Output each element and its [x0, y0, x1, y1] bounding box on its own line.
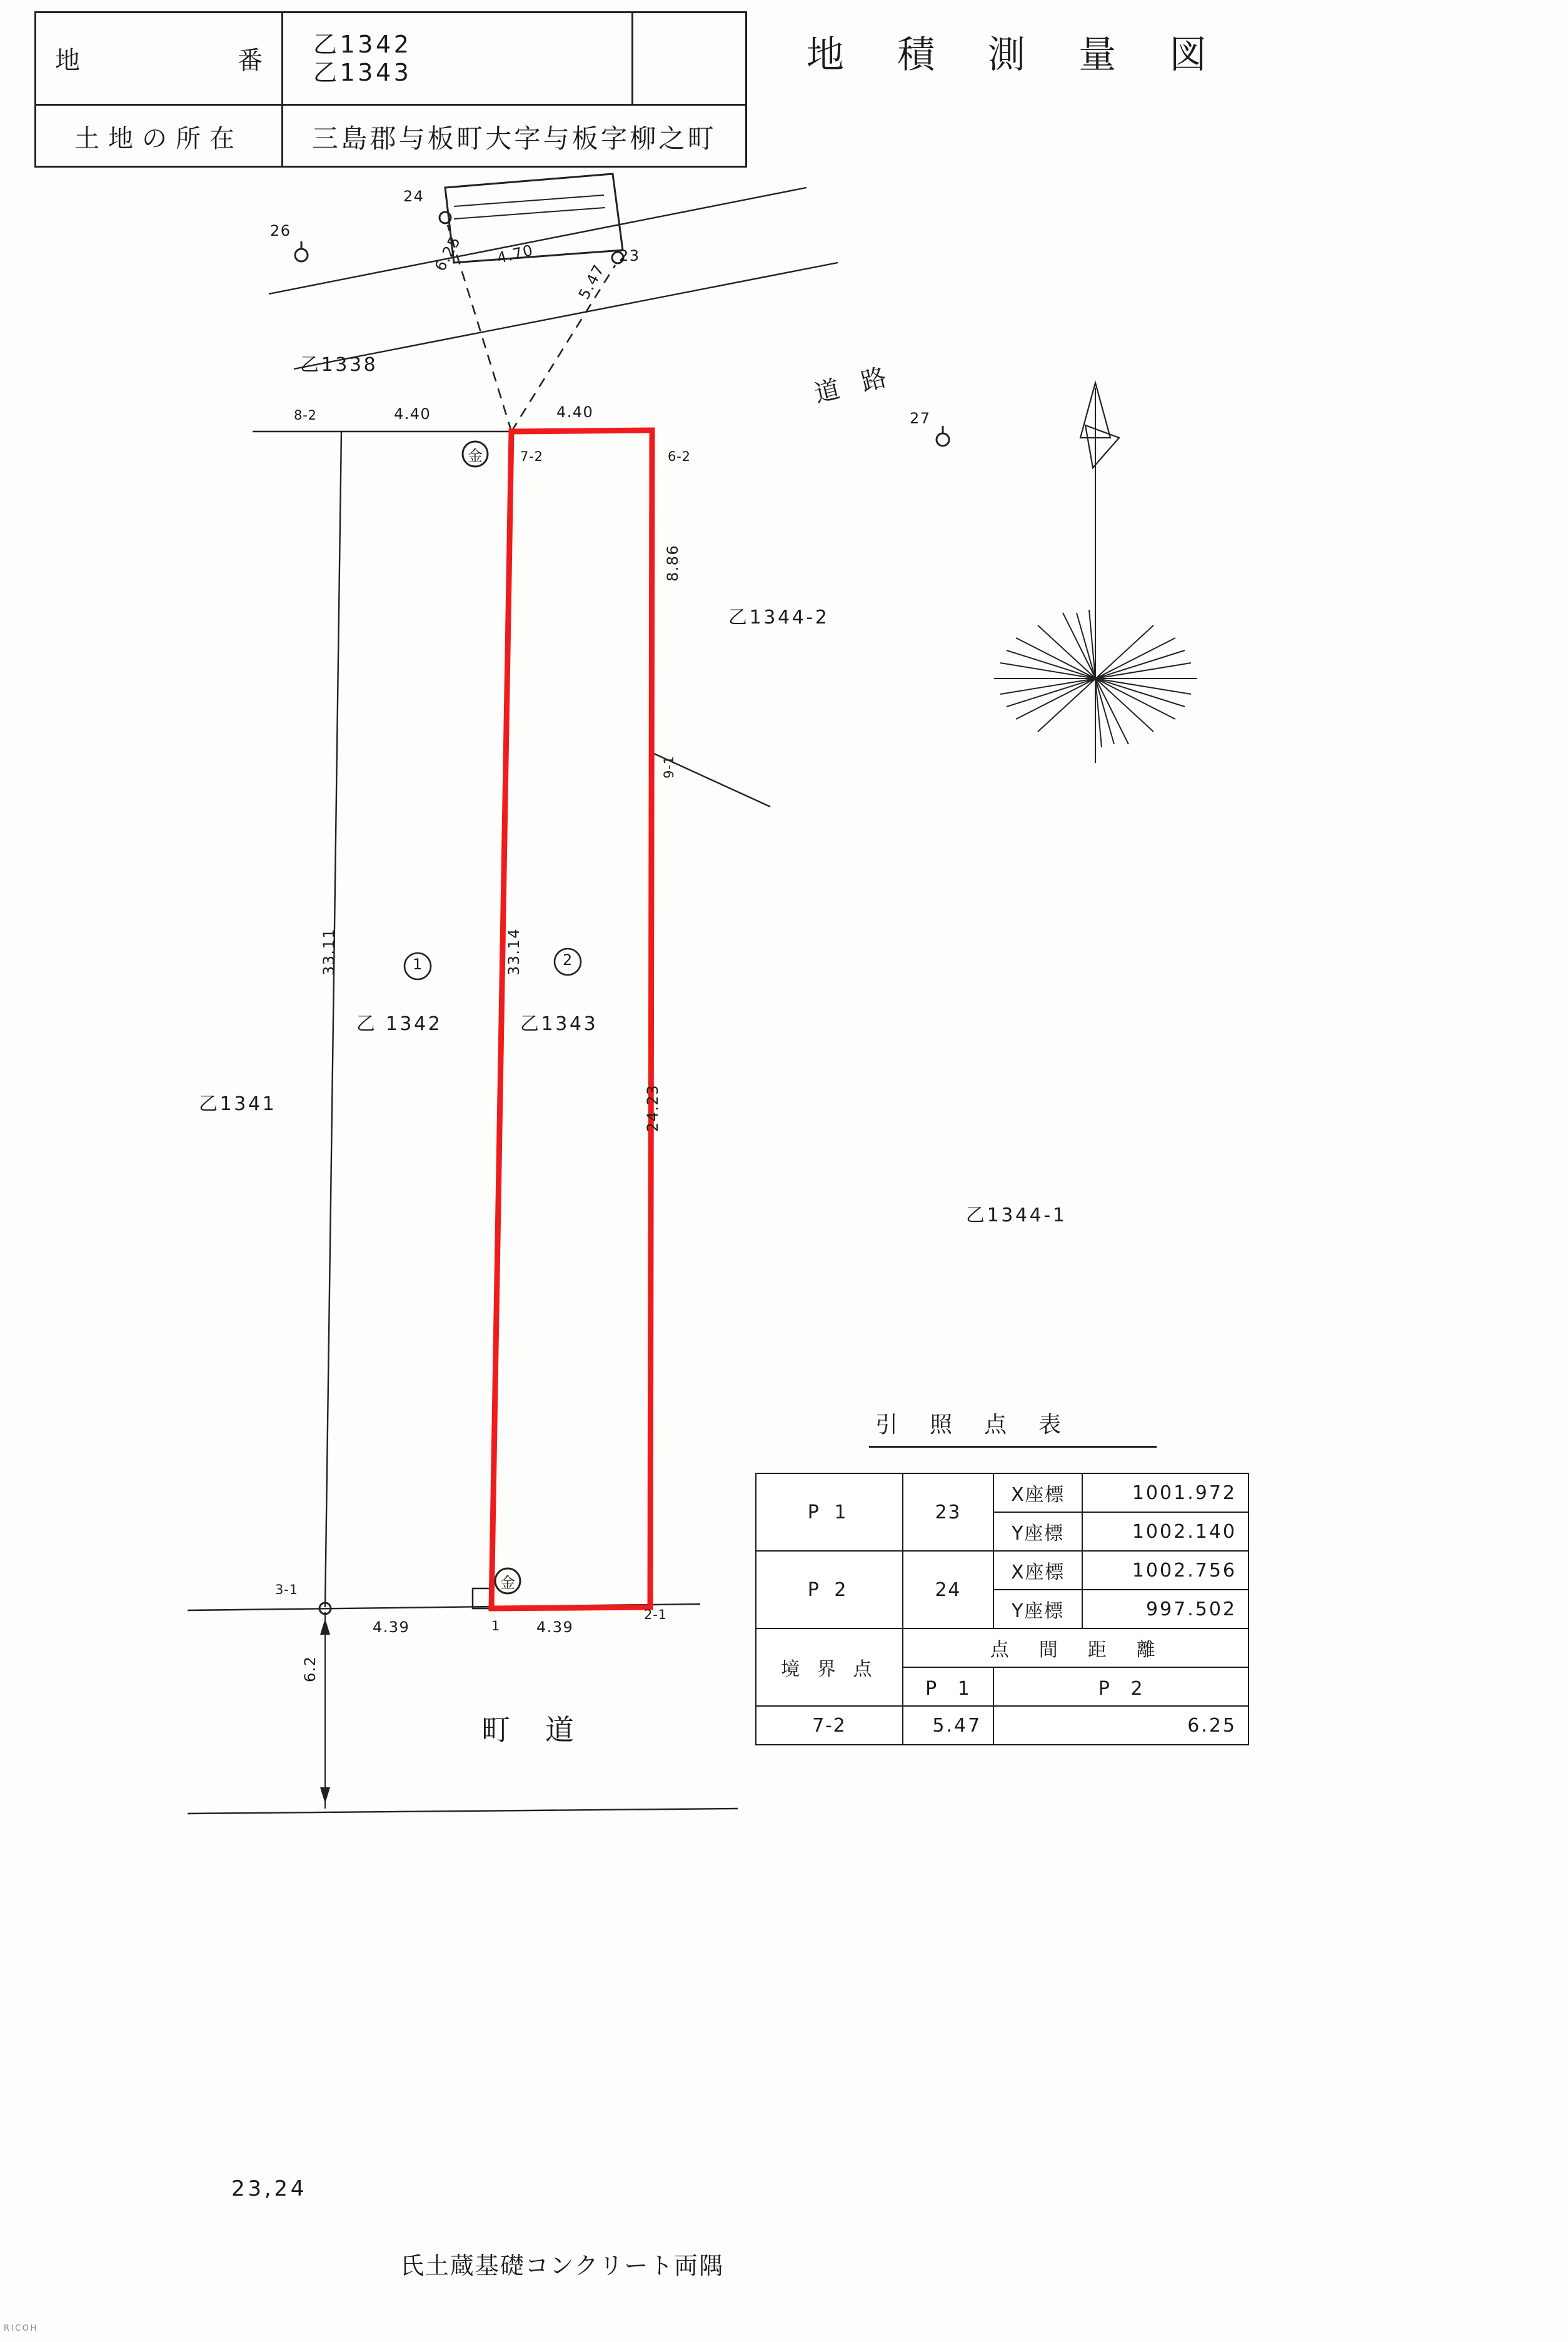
- scanner-watermark: RICOH: [4, 2324, 38, 2333]
- point-label-24: 24: [403, 188, 425, 205]
- dimension-6-2: 6.2: [301, 1655, 319, 1682]
- point-label-7-2: 7-2: [520, 449, 543, 464]
- point-label-9-1: 9-1: [661, 755, 676, 779]
- road-label-bottom: 町 道: [481, 1713, 587, 1747]
- bottom-dimension-note: 23,24: [231, 2176, 308, 2201]
- road-label-top: 道 路: [812, 361, 897, 409]
- compass-rose: [994, 383, 1197, 763]
- ref-p2-name: P 2: [756, 1551, 903, 1628]
- parcel-label-1338: 乙1338: [300, 354, 378, 376]
- parcel-number-line-1: 乙1342: [313, 30, 412, 58]
- dimension-4-39-left: 4.39: [373, 1618, 410, 1636]
- ref-p2-axis-x-label: X座標: [993, 1551, 1082, 1590]
- point-label-3-1: 3-1: [275, 1582, 298, 1597]
- point-label-23: 23: [619, 247, 640, 265]
- parcel-label-1342: 乙 1342: [356, 1013, 443, 1035]
- ref-p1-name: P 1: [756, 1473, 903, 1551]
- dimension-4-40-left: 4.40: [394, 405, 431, 423]
- svg-text:金: 金: [500, 1574, 515, 1592]
- dimension-6-25: 6.25: [431, 233, 465, 275]
- dimension-4-40-right: 4.40: [556, 403, 594, 421]
- parcel-label-1344-1: 乙1344-1: [966, 1204, 1067, 1226]
- footer-note: 氏土蔵基礎コンクリート両隅: [400, 2252, 724, 2279]
- ref-p2-x-value: 1002.756: [1082, 1551, 1249, 1590]
- distance-sub-p1: P 1: [903, 1667, 994, 1706]
- distance-row-p2: 6.25: [993, 1706, 1249, 1745]
- header-label-parcel-number: 地 番: [36, 13, 283, 104]
- dimension-5-47: 5.47: [575, 261, 608, 303]
- boundary-point-header: 境 界 点: [756, 1628, 903, 1706]
- distance-sub-p2: P 2: [993, 1667, 1249, 1706]
- table-row: [756, 1706, 1249, 1745]
- reference-point-table: [755, 1473, 1249, 1745]
- ref-p2-number: 24: [903, 1551, 994, 1628]
- table-row: [756, 1628, 1249, 1667]
- svg-text:金: 金: [468, 447, 483, 465]
- circled-index-2: 2: [563, 951, 573, 969]
- point-label-2-1: 2-1: [644, 1607, 667, 1622]
- dimension-24-23: 24.23: [644, 1084, 661, 1132]
- distance-row-p1: 5.47: [903, 1706, 994, 1745]
- circled-index-1: 1: [413, 956, 423, 973]
- page-title: 地 積 測 量 図: [807, 33, 1228, 77]
- table-row: [756, 1473, 1249, 1512]
- monument-markers: [463, 442, 520, 1593]
- dimension-33-14: 33.14: [505, 928, 523, 976]
- parcel-label-1343: 乙1343: [520, 1013, 598, 1035]
- point-label-6-2: 6-2: [668, 449, 691, 464]
- distance-header: 点 間 距 離: [903, 1628, 1249, 1667]
- distance-row-point: 7-2: [756, 1706, 903, 1745]
- parcel-label-1344-2: 乙1344-2: [728, 607, 830, 628]
- parcel-label-1341: 乙1341: [199, 1093, 277, 1115]
- dimension-33-11: 33.11: [320, 928, 338, 976]
- header-value-location: 三島郡与板町大字与板字柳之町: [312, 123, 716, 154]
- ref-p2-axis-y-label: Y座標: [993, 1590, 1082, 1628]
- dimension-4-70: 4.70: [495, 241, 536, 268]
- point-label-8-2: 8-2: [294, 408, 317, 423]
- dimension-8-86: 8.86: [664, 544, 681, 582]
- ref-table-title-underline: [869, 1446, 1157, 1448]
- point-label-1: 1: [491, 1618, 501, 1633]
- ref-p1-number: 23: [903, 1473, 994, 1551]
- ref-p2-y-value: 997.502: [1082, 1590, 1249, 1628]
- ref-p1-y-value: 1002.140: [1082, 1512, 1249, 1551]
- parcel-number-line-2: 乙1343: [313, 58, 412, 86]
- ref-p1-axis-y-label: Y座標: [993, 1512, 1082, 1551]
- point-label-26: 26: [270, 222, 291, 240]
- dimension-4-39-right: 4.39: [536, 1618, 574, 1636]
- ref-table-title: 引 照 点 表: [875, 1412, 1073, 1438]
- ref-p1-x-value: 1001.972: [1082, 1473, 1249, 1512]
- table-row: [756, 1551, 1249, 1590]
- circled-parcel-indices: [405, 949, 581, 979]
- point-label-27: 27: [910, 410, 931, 427]
- ref-p1-axis-x-label: X座標: [993, 1473, 1082, 1512]
- header-label-location: 土地の所在: [36, 106, 283, 168]
